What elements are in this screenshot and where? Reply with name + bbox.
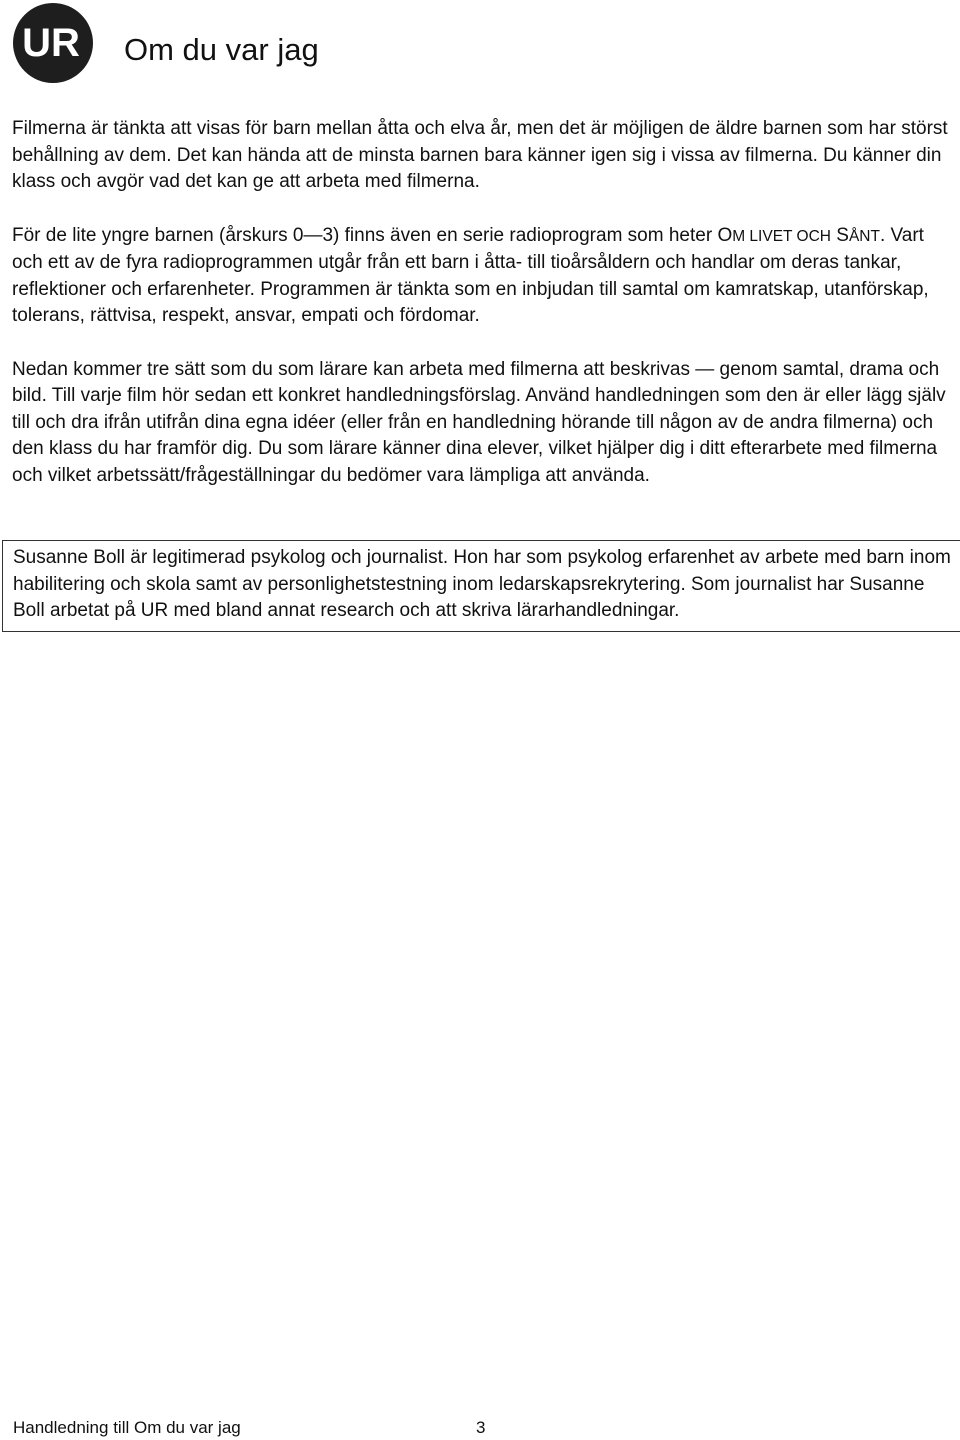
body-text	[12, 116, 948, 516]
program-name-part-1: M LIVET OCH	[732, 227, 831, 245]
paragraph-radio-end: . Vart och ett av de fyra radioprogrammen utgår från ett barn i åtta- till tioårsåldern och handlar om deras tankar, reflektioner och erfarenheter. Programmen är tänkta som en inbjudan till samtal om kamratskap, utanförskap, tolerans, rättvisa, respekt, ansvar, empati och fördomar.	[12, 224, 929, 326]
page-title: Om du var jag	[124, 32, 319, 67]
footer-title: Handledning till Om du var jag	[13, 1418, 241, 1437]
footer-page-number: 3	[476, 1418, 486, 1437]
paragraph-radio	[12, 223, 948, 330]
ur-logo-icon	[13, 3, 93, 83]
program-name-part-2: S	[830, 224, 849, 246]
paragraph-radio-start: För de lite yngre barnen (årskurs 0—3) finns även en serie radioprogram som heter O	[12, 224, 733, 246]
program-name-part-3: ÅNT	[848, 227, 880, 245]
logo-text: UR	[22, 21, 80, 65]
author-bio-box: Susanne Boll är legitimerad psykolog och journalist. Hon har som psykolog erfarenhet av arbete med barn inom habilitering och skola samt av personlighetstestning inom ledarskapsrekrytering. Som journalist har Susanne Boll arbetat på UR med bland annat research och att skriva lärarhandledningar.	[2, 540, 960, 632]
paragraph-methods: Nedan kommer tre sätt som du som lärare kan arbeta med filmerna att beskrivas — genom samtal, drama och bild. Till varje film hör sedan ett konkret handledningsförslag. Använd handledningen som den är eller lägg själv till och dra ifrån utifrån dina egna idéer (eller från en handledning hörande till någon av de andra filmerna) och den klass du har framför dig. Du som lärare känner dina elever, vilket hjälper dig i ditt efterarbete med filmerna och vilket arbetssätt/frågeställningar du bedömer vara lämpliga att använda.	[12, 358, 946, 486]
paragraph-intro: Filmerna är tänkta att visas för barn mellan åtta och elva år, men det är möjligen de äldre barnen som har störst behållning av dem. Det kan hända att de minsta barnen bara känner igen sig i vissa av filmerna. Du känner din klass och avgör vad det kan ge att arbeta med filmerna.	[12, 118, 948, 192]
